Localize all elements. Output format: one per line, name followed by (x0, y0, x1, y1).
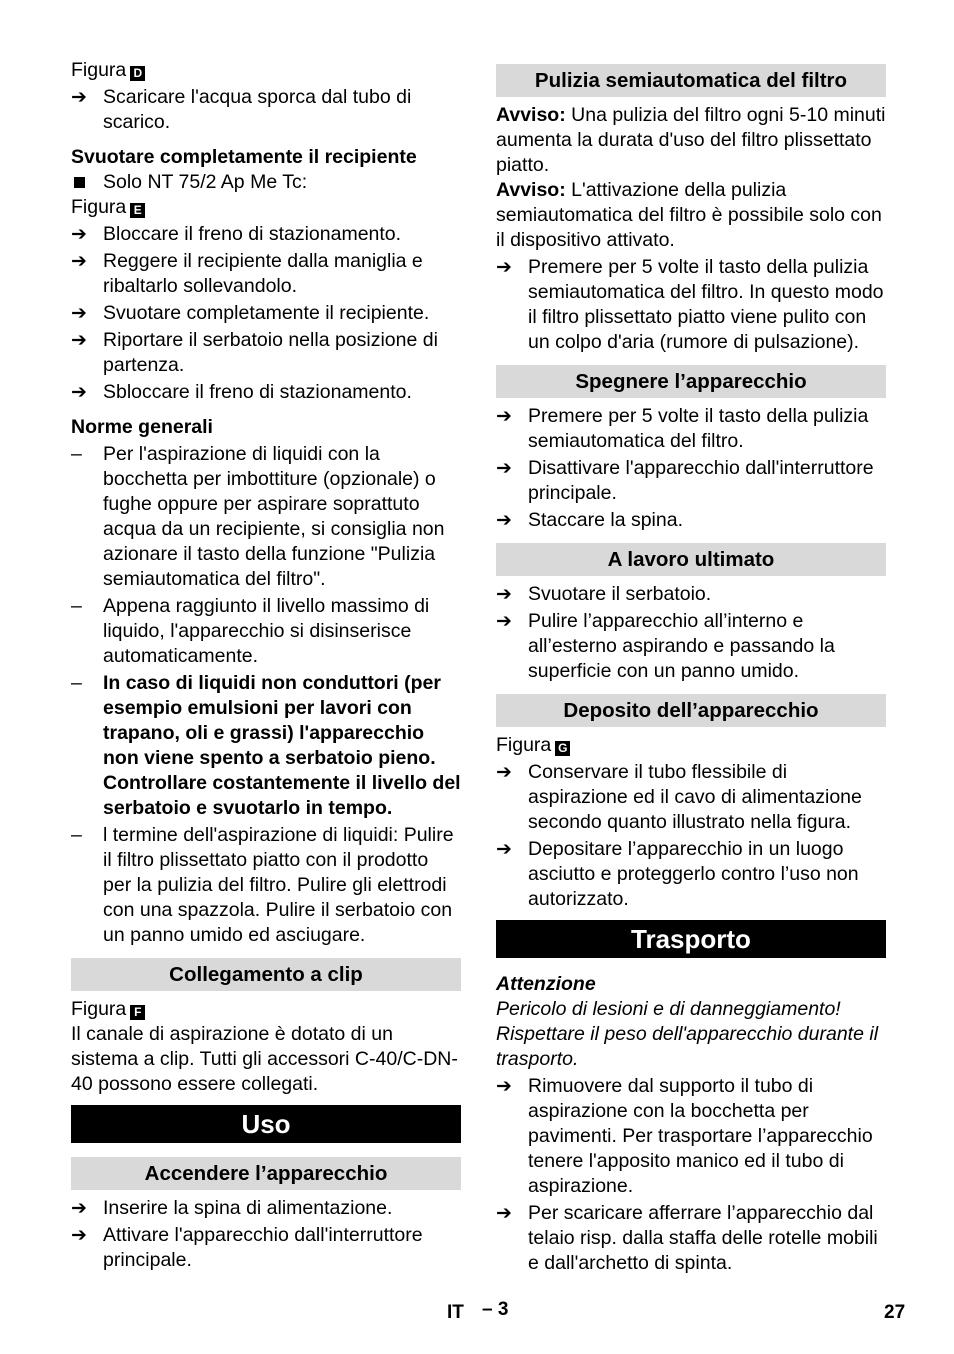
attention-text: Pericolo di lesioni e di danneggiamento! Rispettare il peso dell'apparecchio durante il trasporto. (496, 998, 879, 1070)
arrow-icon: ➔ (71, 224, 87, 245)
arrow-icon: ➔ (496, 839, 512, 860)
step-transport-1: ➔ Rimuovere dal supporto il tubo di aspirazione con la bocchetta per pavimenti. Per trasportare l’apparecchio tenere l'apposito manico ed il tubo di aspirazione. (496, 1075, 873, 1197)
figure-ref-e: Figura E (71, 195, 461, 220)
model-note: Solo NT 75/2 Ap Me Tc: (71, 170, 461, 195)
arrow-icon: ➔ (496, 510, 512, 531)
footer-language: IT (447, 1302, 464, 1323)
step-off-3: ➔ Staccare la spina. (496, 509, 684, 531)
arrow-icon: ➔ (71, 1198, 87, 1219)
step-drain: ➔ Scaricare l'acqua sporca dal tubo di scarico. (71, 86, 412, 133)
figure-letter-g: G (555, 741, 570, 756)
section-heading-power-on: Accendere l’apparecchio (71, 1157, 461, 1190)
step-off-2: ➔ Disattivare l'apparecchio dall'interruttore principale. (496, 457, 874, 504)
step-done-2: ➔ Pulire l’apparecchio all’interno e all’esterno aspirando e passando la superficie con un panno umido. (496, 610, 835, 682)
attention-label: Attenzione (496, 973, 596, 995)
chapter-heading-uso: Uso (71, 1105, 461, 1143)
arrow-icon: ➔ (496, 762, 512, 783)
arrow-icon: ➔ (496, 584, 512, 605)
arrow-icon: ➔ (71, 1225, 87, 1246)
figure-ref-d: Figura D (71, 58, 461, 83)
arrow-icon: ➔ (496, 257, 512, 278)
step-on-2: ➔ Attivare l'apparecchio dall'interruttore principale. (71, 1224, 423, 1271)
heading-general-norms: Norme generali (71, 416, 213, 438)
arrow-icon: ➔ (71, 382, 87, 403)
step-transport-2: ➔ Per scaricare afferrare l’apparecchio dal telaio risp. dalla staffa delle rotelle mobili e dall'archetto di spinta. (496, 1202, 878, 1274)
footer-section: – 3 (482, 1299, 509, 1320)
notice-2: Avviso: L'attivazione della pulizia semiautomatica del filtro è possibile solo con il dispositivo attivato. (496, 179, 882, 251)
arrow-icon: ➔ (71, 303, 87, 324)
step-empty-5: ➔ Sbloccare il freno di stazionamento. (71, 381, 412, 403)
step-store-2: ➔ Depositare l’apparecchio in un luogo asciutto e proteggerlo contro l’uso non autorizzato. (496, 838, 859, 910)
arrow-icon: ➔ (496, 458, 512, 479)
section-heading-power-off: Spegnere l’apparecchio (496, 365, 886, 398)
figure-letter-d: D (130, 66, 145, 81)
arrow-icon: ➔ (496, 1076, 512, 1097)
step-empty-4: ➔ Riportare il serbatoio nella posizione di partenza. (71, 329, 438, 376)
clip-text: Il canale di aspirazione è dotato di un sistema a clip. Tutti gli accessori C-40/C-DN-40 possono essere collegati. (71, 1023, 458, 1095)
norm-item-3: – In caso di liquidi non conduttori (per esempio emulsioni per lavori con trapano, oli e grassi) l'apparecchio non viene spento a serbatoio pieno. Controllare costantemente il livello del serbatoio e svuotarlo in tempo. (71, 672, 461, 819)
step-empty-2: ➔ Reggere il recipiente dalla maniglia e ribaltarlo sollevandolo. (71, 250, 423, 297)
arrow-icon: ➔ (496, 1203, 512, 1224)
norm-item-1: – Per l'aspirazione di liquidi con la bocchetta per imbottiture (opzionale) o fughe oppure per aspirare soprattuto acqua da un recipiente, si consiglia non azionare il tasto della funzione "Pulizia semiautomatica del filtro". (71, 443, 445, 590)
square-bullet-icon (74, 177, 85, 188)
step-empty-1: ➔ Bloccare il freno di stazionamento. (71, 223, 402, 245)
arrow-icon: ➔ (496, 406, 512, 427)
section-heading-semiauto-filter: Pulizia semiautomatica del filtro (496, 64, 886, 97)
norm-item-4: – l termine dell'aspirazione di liquidi: Pulire il filtro plissettato piatto con il prodotto per la pulizia del filtro. Pulire gli elettrodi con una spazzola. Pulire il serbatoio con un panno umido ed asciugare. (71, 824, 454, 946)
right-column (496, 64, 886, 1276)
step-semiauto: ➔ Premere per 5 volte il tasto della pulizia semiautomatica del filtro. In questo modo il filtro plissettato piatto viene pulito con un colpo d'aria (rumore di pulsazione). (496, 256, 884, 353)
page-number: 27 (884, 1302, 906, 1323)
dash-bullet-icon: – (71, 595, 82, 617)
dash-bullet-icon: – (71, 443, 82, 465)
arrow-icon: ➔ (71, 87, 87, 108)
heading-empty-container: Svuotare completamente il recipiente (71, 146, 417, 168)
arrow-icon: ➔ (71, 251, 87, 272)
step-store-1: ➔ Conservare il tubo flessibile di aspirazione ed il cavo di alimentazione secondo quanto illustrato nella figura. (496, 761, 862, 833)
step-off-1: ➔ Premere per 5 volte il tasto della pulizia semiautomatica del filtro. (496, 405, 869, 452)
figure-letter-f: F (130, 1005, 145, 1020)
arrow-icon: ➔ (71, 330, 87, 351)
left-column (71, 58, 461, 1273)
figure-ref-f: Figura F (71, 997, 461, 1022)
figure-letter-e: E (130, 203, 145, 218)
dash-bullet-icon: – (71, 824, 82, 846)
chapter-heading-transport: Trasporto (496, 920, 886, 958)
section-heading-storage: Deposito dell’apparecchio (496, 694, 886, 727)
dash-bullet-icon: – (71, 672, 82, 694)
notice-1: Avviso: Una pulizia del filtro ogni 5-10 minuti aumenta la durata d'uso del filtro plissettato piatto. (496, 104, 886, 176)
step-on-1: ➔ Inserire la spina di alimentazione. (71, 1197, 393, 1219)
step-empty-3: ➔ Svuotare completamente il recipiente. (71, 302, 430, 324)
section-heading-clip: Collegamento a clip (71, 958, 461, 991)
step-done-1: ➔ Svuotare il serbatoio. (496, 583, 712, 605)
arrow-icon: ➔ (496, 611, 512, 632)
figure-ref-g: Figura G (496, 733, 886, 758)
section-heading-work-done: A lavoro ultimato (496, 543, 886, 576)
norm-item-2: – Appena raggiunto il livello massimo di liquido, l'apparecchio si disinserisce automaticamente. (71, 595, 430, 667)
